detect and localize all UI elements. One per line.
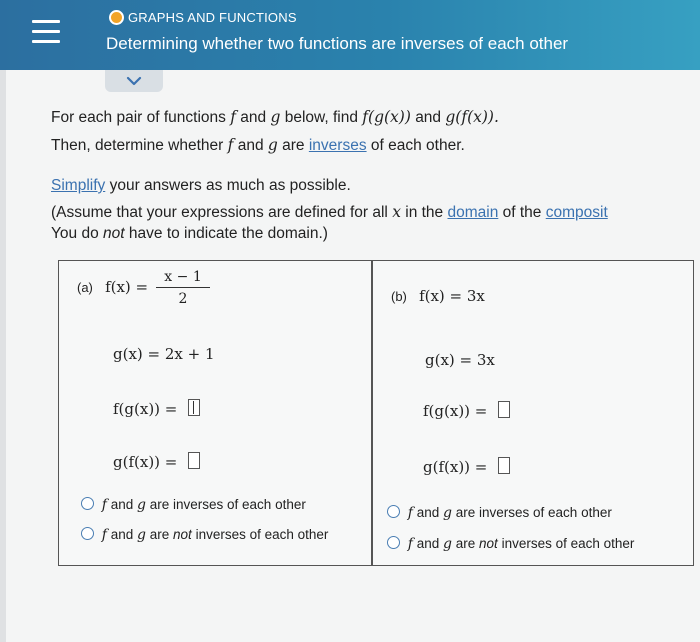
radio-button[interactable] <box>81 527 94 540</box>
part-b-fgx-row: f(g(x)) = <box>423 401 510 420</box>
simplify-link[interactable]: Simplify <box>51 177 106 194</box>
problem-table <box>58 260 694 566</box>
part-a-option-inverses[interactable]: f and g are inverses of each other <box>81 497 306 513</box>
collapse-toggle-button[interactable] <box>105 70 163 92</box>
f-denominator: 2 <box>178 291 188 307</box>
part-a-gfx-row: g(f(x)) = <box>113 452 200 471</box>
part-b-g-definition: g(x) = 3x <box>425 351 495 369</box>
instruction-line-4: (Assume that your expressions are defined for all x in the domain of the composit <box>51 203 608 221</box>
part-a-cell <box>59 261 371 565</box>
part-b-f-definition: (b) f(x) = 3x <box>391 287 485 305</box>
inverses-link[interactable]: inverses <box>308 137 367 154</box>
problem-content <box>6 70 700 642</box>
radio-button[interactable] <box>387 505 400 518</box>
part-a-gfx-answer-input[interactable] <box>188 452 200 469</box>
part-b-gfx-row: g(f(x)) = <box>423 457 510 476</box>
part-a-fgx-row: f(g(x)) = <box>113 399 200 418</box>
header-bar <box>0 0 700 70</box>
domain-link[interactable]: domain <box>447 204 499 221</box>
f-numerator: x − 1 <box>156 269 209 288</box>
part-a-fgx-answer-input[interactable] <box>188 399 200 416</box>
composite-link[interactable]: composit <box>545 204 608 221</box>
part-b-option-not-inverses[interactable]: f and g are not inverses of each other <box>387 536 634 552</box>
part-a-f-definition: (a) f(x) = $\frac{x - 1}{2}$ <box>77 269 210 307</box>
instruction-line-3: Simplify your answers as much as possible. <box>51 177 351 194</box>
topic-status-icon <box>109 10 124 25</box>
part-b-gfx-answer-input[interactable] <box>498 457 510 474</box>
part-b-cell <box>373 261 693 565</box>
page-title: Determining whether two functions are inverses of each other <box>106 34 569 53</box>
radio-button[interactable] <box>81 497 94 510</box>
radio-button[interactable] <box>387 536 400 549</box>
chevron-down-icon <box>126 76 142 86</box>
topic-label: GRAPHS AND FUNCTIONS <box>128 10 297 25</box>
instruction-line-1: For each pair of functions f and g below, find f(g(x)) and g(f(x)). <box>51 108 499 126</box>
part-b-fgx-answer-input[interactable] <box>498 401 510 418</box>
hamburger-menu-icon[interactable] <box>32 20 60 46</box>
instruction-line-5: You do not have to indicate the domain.) <box>51 225 328 242</box>
instruction-line-2: Then, determine whether f and g are inverses of each other. <box>51 136 465 154</box>
part-b-option-inverses[interactable]: f and g are inverses of each other <box>387 505 612 521</box>
part-a-option-not-inverses[interactable]: f and g are not inverses of each other <box>81 527 328 543</box>
part-a-g-definition: g(x) = 2x + 1 <box>113 345 215 363</box>
